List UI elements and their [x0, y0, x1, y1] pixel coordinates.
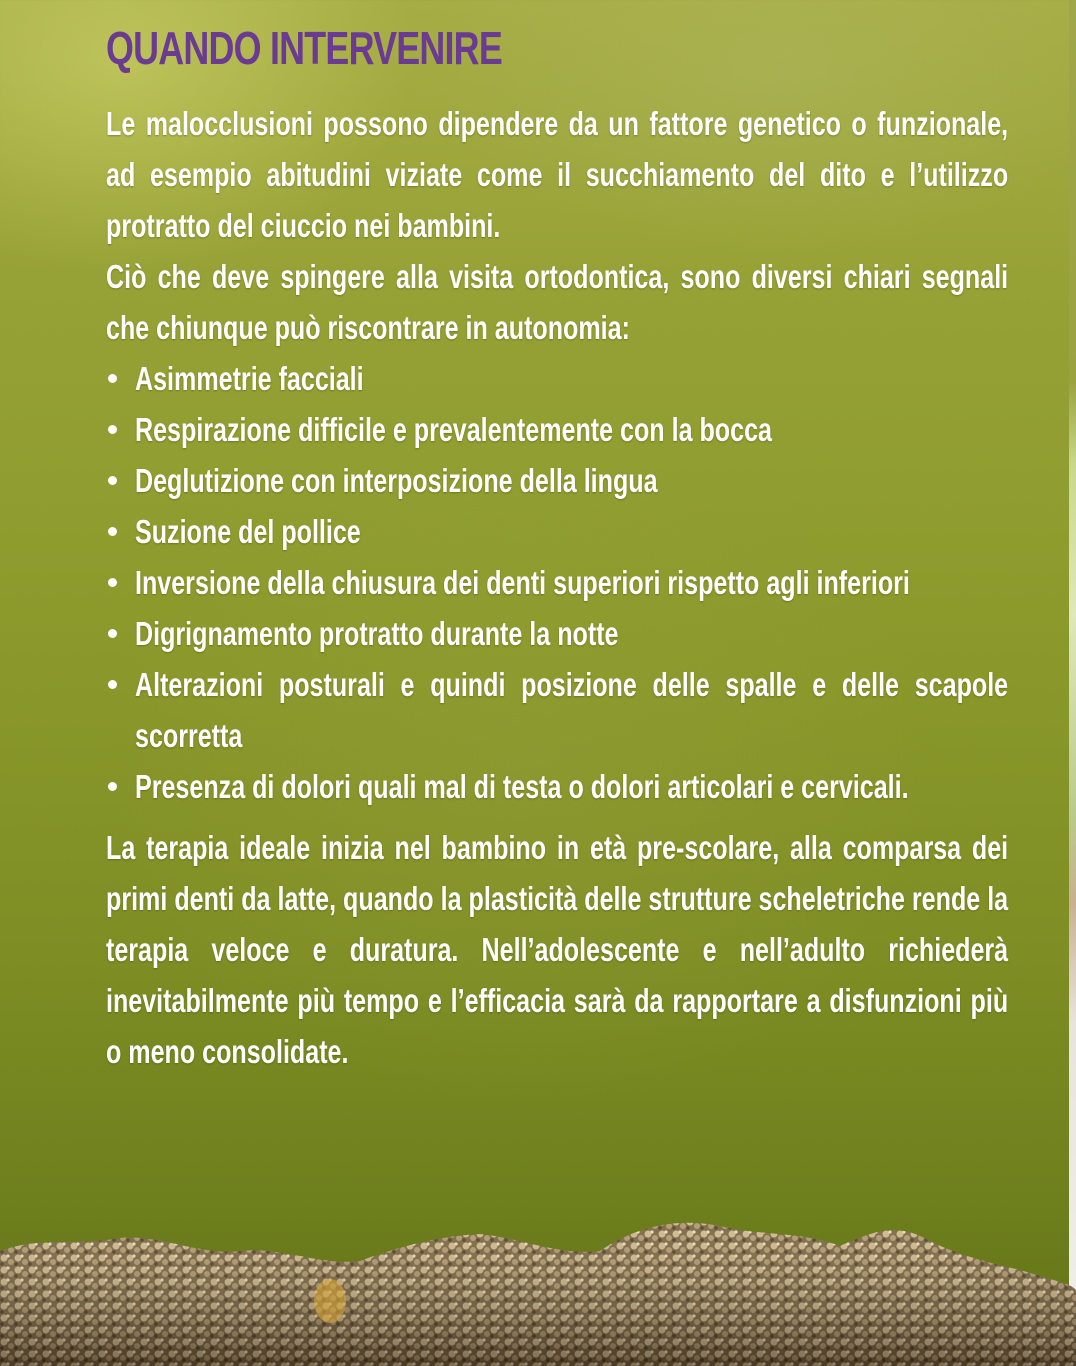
list-item	[106, 455, 1008, 506]
list-item-text: Presenza di dolori quali mal di testa o dolori articolari e cervicali.	[135, 768, 909, 805]
bullet-dot-icon	[108, 578, 117, 587]
bullet-dot-icon	[108, 782, 117, 791]
list-item-text: Suzione del pollice	[135, 513, 361, 550]
background-photo-edge	[1069, 0, 1076, 1366]
spacer	[106, 812, 1008, 822]
list-item-text: Alterazioni posturali e quindi posizione delle spalle e delle scapole scorretta	[135, 666, 1009, 754]
bullet-dot-icon	[108, 629, 117, 638]
article	[106, 18, 1008, 1077]
list-item	[106, 659, 1008, 761]
list-item-text: Respirazione difficile e prevalentemente con la bocca	[135, 411, 772, 448]
intro-text-1: Le malocclusioni possono dipendere da un fattore genetico o funzionale, ad esempio abitudini viziate come il succhiamento del dito e l’utilizzo protratto del ciuccio nei bambini.	[106, 105, 1009, 244]
page-title: QUANDO INTERVENIRE	[106, 22, 502, 74]
list-item	[106, 557, 1008, 608]
conclusion-paragraph	[106, 822, 1008, 1077]
bullet-dot-icon	[108, 680, 117, 689]
list-item-text: Digrignamento protratto durante la notte	[135, 615, 619, 652]
bullet-dot-icon	[108, 374, 117, 383]
soil-mound-image	[0, 1206, 1076, 1366]
list-item	[106, 353, 1008, 404]
bullet-dot-icon	[108, 425, 117, 434]
soil-icon	[0, 1206, 1076, 1366]
intro-paragraph-signals	[106, 251, 1008, 353]
list-item-text: Inversione della chiusura dei denti superiori rispetto agli inferiori	[135, 564, 910, 601]
list-item	[106, 608, 1008, 659]
list-item	[106, 506, 1008, 557]
intro-text-2: Ciò che deve spingere alla visita ortodontica, sono diversi chiari segnali che chiunque può riscontrare in autonomia:	[106, 258, 1009, 346]
list-item-text: Asimmetrie facciali	[135, 360, 364, 397]
conclusion-text: La terapia ideale inizia nel bambino in età pre-scolare, alla comparsa dei primi denti da latte, quando la plasticità delle strutture scheletriche rende la terapia veloce e duratura. Nell’adolescente e nell’adulto richiederà inevitabilmente più tempo e l’efficacia sarà da rapportare a disfunzioni più o meno consolidate.	[106, 829, 1009, 1070]
signals-list	[106, 353, 1008, 812]
list-item-text: Deglutizione con interposizione della lingua	[135, 462, 658, 499]
list-item	[106, 761, 1008, 812]
bullet-dot-icon	[108, 476, 117, 485]
bullet-dot-icon	[108, 527, 117, 536]
intro-paragraph-causes	[106, 98, 1008, 251]
list-item	[106, 404, 1008, 455]
